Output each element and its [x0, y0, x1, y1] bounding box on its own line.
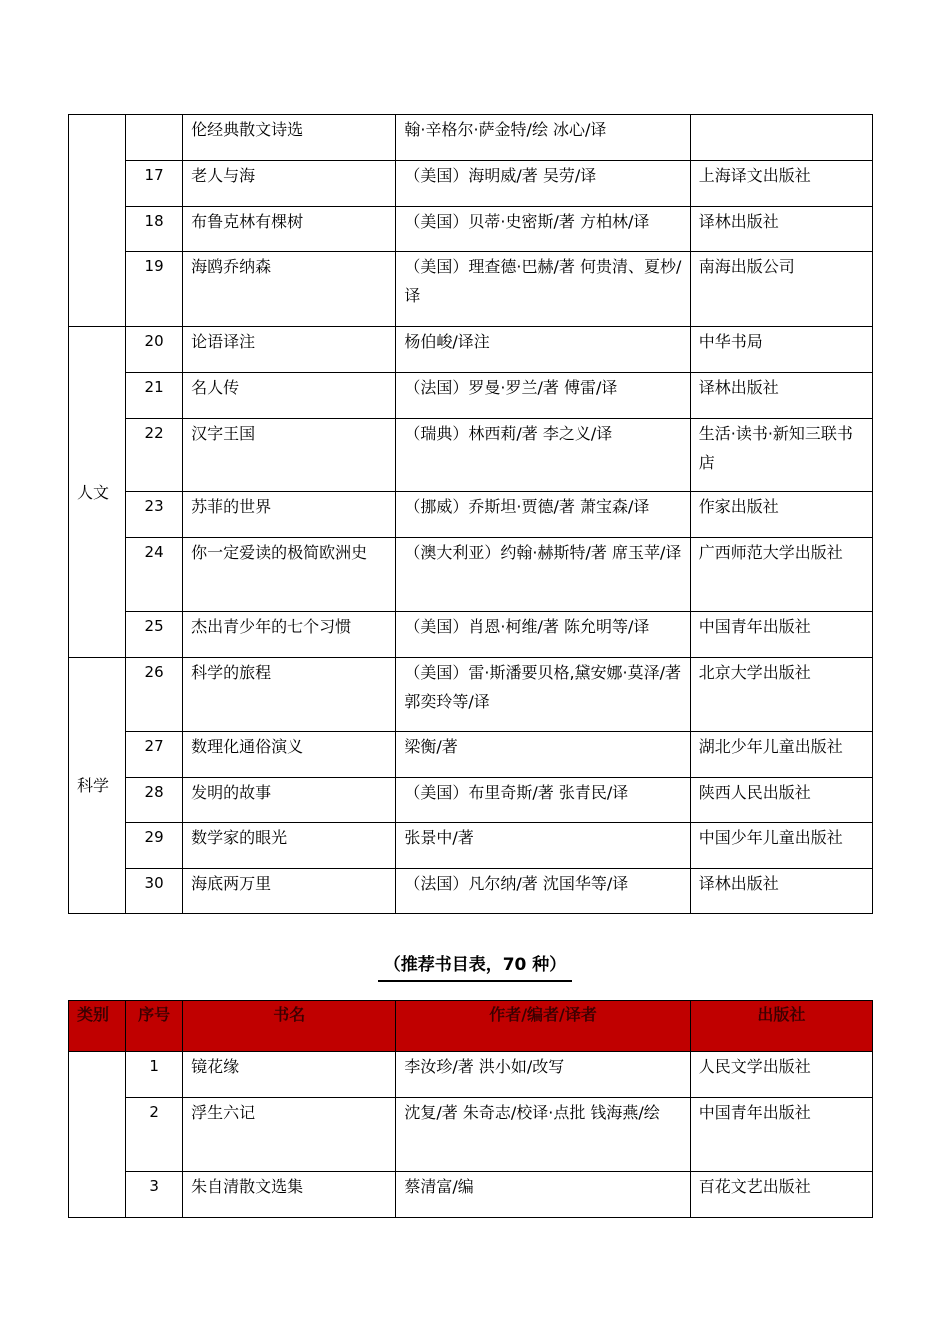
number-cell: 20: [126, 327, 183, 373]
title-cell: 朱自清散文选集: [183, 1172, 396, 1218]
table-row: [69, 778, 873, 823]
number-cell: 19: [126, 252, 183, 327]
category-cell: [69, 1052, 126, 1218]
publisher-cell: 译林出版社: [690, 373, 872, 419]
publisher-cell: 湖北少年儿童出版社: [690, 732, 872, 778]
author-cell: 蔡清富/编: [396, 1172, 690, 1218]
author-cell: （美国）贝蒂·史密斯/著 方柏林/译: [396, 207, 690, 252]
header-number: 序号: [126, 1001, 183, 1052]
table-row: [69, 327, 873, 373]
author-cell: （法国）罗曼·罗兰/著 傅雷/译: [396, 373, 690, 419]
table-row: [69, 161, 873, 207]
title-cell: 苏菲的世界: [183, 492, 396, 538]
number-cell: 27: [126, 732, 183, 778]
table-row: [69, 1172, 873, 1218]
table-row: [69, 492, 873, 538]
table-row: [69, 612, 873, 658]
title-cell: 科学的旅程: [183, 658, 396, 732]
author-cell: （挪威）乔斯坦·贾德/著 萧宝森/译: [396, 492, 690, 538]
publisher-cell: 译林出版社: [690, 207, 872, 252]
header-publisher: 出版社: [690, 1001, 872, 1052]
number-cell: 2: [126, 1098, 183, 1172]
title-cell: 发明的故事: [183, 778, 396, 823]
table-row: [69, 538, 873, 612]
title-cell: 镜花缘: [183, 1052, 396, 1098]
table-row: [69, 1052, 873, 1098]
title-cell: 数理化通俗演义: [183, 732, 396, 778]
publisher-cell: 百花文艺出版社: [690, 1172, 872, 1218]
category-cell: 人文: [69, 327, 126, 658]
number-cell: 29: [126, 823, 183, 869]
title-cell: 海鸥乔纳森: [183, 252, 396, 327]
publisher-cell: 人民文学出版社: [690, 1052, 872, 1098]
author-cell: （美国）肖恩·柯维/著 陈允明等/译: [396, 612, 690, 658]
author-cell: （法国）凡尔纳/著 沈国华等/译: [396, 869, 690, 914]
author-cell: 沈复/著 朱奇志/校译·点批 钱海燕/绘: [396, 1098, 690, 1172]
table-row: [69, 115, 873, 161]
recommended-book-table: [68, 1000, 873, 1218]
category-cell: [69, 115, 126, 327]
publisher-cell: 作家出版社: [690, 492, 872, 538]
publisher-cell: 陕西人民出版社: [690, 778, 872, 823]
title-cell: 数学家的眼光: [183, 823, 396, 869]
title-cell: 海底两万里: [183, 869, 396, 914]
author-cell: （澳大利亚）约翰·赫斯特/著 席玉苹/译: [396, 538, 690, 612]
author-cell: （美国）布里奇斯/著 张青民/译: [396, 778, 690, 823]
header-title: 书名: [183, 1001, 396, 1052]
number-cell: 30: [126, 869, 183, 914]
number-cell: [126, 115, 183, 161]
number-cell: 18: [126, 207, 183, 252]
publisher-cell: 中国青年出版社: [690, 1098, 872, 1172]
publisher-cell: 中国青年出版社: [690, 612, 872, 658]
number-cell: 3: [126, 1172, 183, 1218]
title-cell: 老人与海: [183, 161, 396, 207]
title-cell: 汉字王国: [183, 419, 396, 492]
number-cell: 17: [126, 161, 183, 207]
publisher-cell: 中华书局: [690, 327, 872, 373]
author-cell: （瑞典）林西莉/著 李之义/译: [396, 419, 690, 492]
author-cell: 梁衡/著: [396, 732, 690, 778]
author-cell: （美国）理查德·巴赫/著 何贵清、夏杪/译: [396, 252, 690, 327]
title-cell: 名人传: [183, 373, 396, 419]
header-row: [69, 1001, 873, 1052]
book-table-body: [69, 1052, 873, 1218]
table-row: [69, 869, 873, 914]
number-cell: 24: [126, 538, 183, 612]
table-row: [69, 658, 873, 732]
number-cell: 23: [126, 492, 183, 538]
title-cell: 伦经典散文诗选: [183, 115, 396, 161]
author-cell: 李汝珍/著 洪小如/改写: [396, 1052, 690, 1098]
table-row: [69, 419, 873, 492]
title-cell: 布鲁克林有棵树: [183, 207, 396, 252]
number-cell: 25: [126, 612, 183, 658]
number-cell: 28: [126, 778, 183, 823]
author-cell: 张景中/著: [396, 823, 690, 869]
book-table-body: [69, 115, 873, 914]
category-cell: 科学: [69, 658, 126, 914]
table-row: [69, 823, 873, 869]
number-cell: 26: [126, 658, 183, 732]
header-category: 类别: [69, 1001, 126, 1052]
author-cell: （美国）海明威/著 吴劳/译: [396, 161, 690, 207]
table-row: [69, 1098, 873, 1172]
publisher-cell: 中国少年儿童出版社: [690, 823, 872, 869]
publisher-cell: 上海译文出版社: [690, 161, 872, 207]
publisher-cell: [690, 115, 872, 161]
publisher-cell: 广西师范大学出版社: [690, 538, 872, 612]
number-cell: 21: [126, 373, 183, 419]
book-table-continued: [68, 114, 873, 914]
title-cell: 浮生六记: [183, 1098, 396, 1172]
author-cell: 翰·辛格尔·萨金特/绘 冰心/译: [396, 115, 690, 161]
table-row: [69, 373, 873, 419]
author-cell: （美国）雷·斯潘要贝格,黛安娜·莫泽/著 郭奕玲等/译: [396, 658, 690, 732]
table-row: [69, 732, 873, 778]
number-cell: 22: [126, 419, 183, 492]
title-cell: 杰出青少年的七个习惯: [183, 612, 396, 658]
number-cell: 1: [126, 1052, 183, 1098]
publisher-cell: 生活·读书·新知三联书店: [690, 419, 872, 492]
header-author: 作者/编者/译者: [396, 1001, 690, 1052]
title-cell: 你一定爱读的极简欧洲史: [183, 538, 396, 612]
publisher-cell: 译林出版社: [690, 869, 872, 914]
table-caption: （推荐书目表，70 种）: [0, 950, 950, 980]
publisher-cell: 北京大学出版社: [690, 658, 872, 732]
title-cell: 论语译注: [183, 327, 396, 373]
table-row: [69, 252, 873, 327]
author-cell: 杨伯峻/译注: [396, 327, 690, 373]
table-row: [69, 207, 873, 252]
publisher-cell: 南海出版公司: [690, 252, 872, 327]
